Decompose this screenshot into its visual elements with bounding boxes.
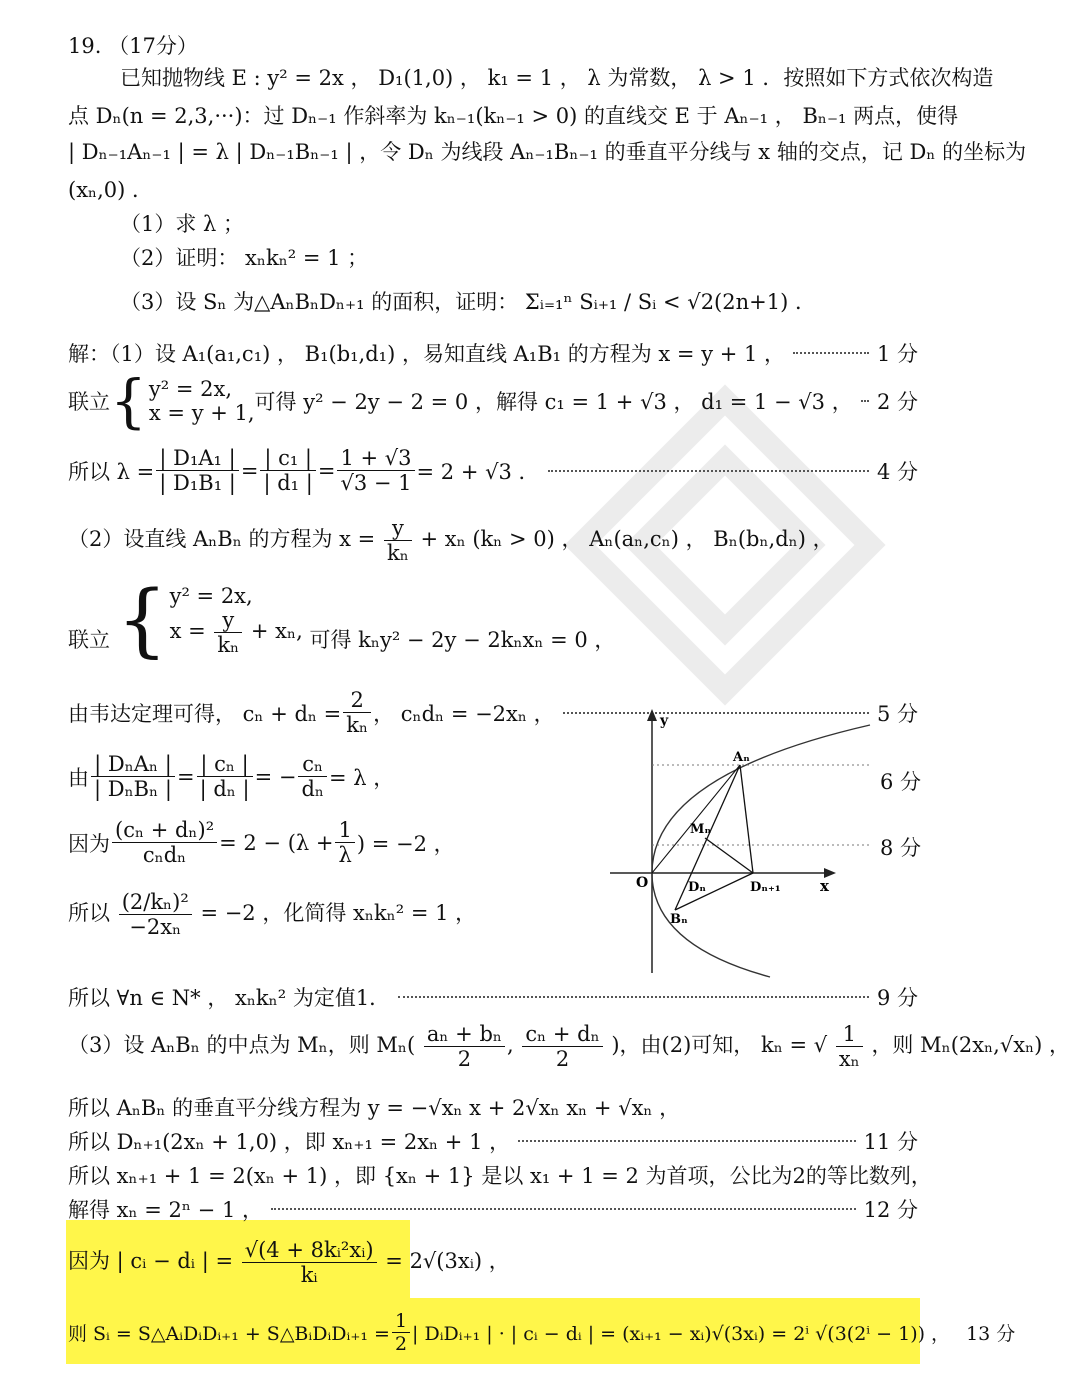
question-part-2: （2）证明： xₙkₙ² = 1 ； xyxy=(120,246,369,270)
score-8: 8 分 xyxy=(880,836,922,860)
solution-step-8: 因为 $\frac{\text{(cₙ + dₙ)²}}{\text{cₙdₙ}}$ = 2 − (λ + $\frac{1}{\lambda}$ ) = −2 ， xyxy=(68,818,455,867)
solution-step-2: 联立 { y² = 2x, x = y + 1, 可得 y² − 2y − 2 = 0 ，解得 c₁ = 1 + √3 ， d₁ = 1 − √3 ， 2 分 xyxy=(68,367,918,435)
solution-step-6: 由韦达定理可得， cₙ + dₙ = $\frac{2}{\text{kₙ}}$ ， cₙdₙ = −2xₙ ， 5 分 xyxy=(68,688,918,737)
score-label: 2 分 xyxy=(876,390,918,414)
question-number: 19. xyxy=(68,34,102,58)
label-Dn: Dₙ xyxy=(688,880,707,895)
label-y: y xyxy=(660,713,669,729)
label-Dn1: Dₙ₊₁ xyxy=(750,880,781,895)
solution-step-5: 联立 { y² = 2x, x = $\frac{y}{\text{kₙ}}$ + xₙ, 可得 kₙy² − 2y − 2kₙxₙ = 0 ， xyxy=(68,573,616,666)
stem-line-1: 已知抛物线 E : y² = 2x ， D₁(1,0) ， k₁ = 1 ， λ 为常数， λ > 1 ．按照如下方式依次构造 xyxy=(120,66,994,90)
stem-line-2: 点 Dₙ(n = 2,3,···)：过 Dₙ₋₁ 作斜率为 kₙ₋₁(kₙ₋₁ > 0) 的直线交 E 于 Aₙ₋₁ ， Bₙ₋₁ 两点，使得 xyxy=(68,104,959,128)
question-points: （17分） xyxy=(108,34,198,58)
score-label: 11 分 xyxy=(863,1130,918,1154)
solution-step-7: 由 $\frac{\text{| DₙAₙ |}}{\text{| DₙBₙ |}}$ = $\frac{\text{| cₙ |}}{\text{| dₙ |}}$ = − $\frac{\text{cₙ}}{\text{dₙ}}$ = λ ， xyxy=(68,752,395,801)
label-x: x xyxy=(820,877,829,895)
solution-step-13: 所以 Dₙ₊₁(2xₙ + 1,0) ，即 xₙ₊₁ = 2xₙ + 1 ， 11 分 xyxy=(68,1126,918,1156)
solution-step-17: 则 Sᵢ = S△AᵢDᵢDᵢ₊₁ + S△BᵢDᵢDᵢ₊₁ = $\frac{1}{2}$ | DᵢDᵢ₊₁ | · | cᵢ − dᵢ | = (xᵢ₊₁ − xᵢ)√(3xᵢ) = 2ⁱ √(3(2ⁱ − 1)) ， 13 分 xyxy=(68,1310,1016,1355)
segment-MnDn1 xyxy=(705,838,753,873)
segment-AnDn1 xyxy=(740,765,753,873)
solution-step-16: 因为 | cᵢ − dᵢ | = $\frac{\text{√(4 + 8kᵢ²xᵢ)}}{\text{kᵢ}}$ = 2√(3xᵢ) ， xyxy=(68,1238,510,1287)
score-6: 6 分 xyxy=(880,770,922,794)
solution-step-3: 所以 λ = $\frac{\text{| D₁A₁ |}}{\text{| D₁B₁ |}}$ = $\frac{\text{| c₁ |}}{\text{| d₁ |}}$ = $\frac{1 + √3}{√3 - 1}$ = 2 + √3 ． 4 分 xyxy=(68,446,918,495)
score-label: 4 分 xyxy=(876,459,918,484)
label-Bn: Bₙ xyxy=(670,912,688,927)
solution-step-4: （2）设直线 AₙBₙ 的方程为 x = $\frac{y}{\text{kₙ}}$ + xₙ (kₙ > 0) ， Aₙ(aₙ,cₙ) ， Bₙ(bₙ,dₙ) ， xyxy=(68,516,834,565)
question-part-1: （1）求 λ ； xyxy=(120,212,245,236)
solution-step-9: 所以 $\frac{\text{(2/kₙ)²}}{\text{−2xₙ}}$ = −2 ，化简得 xₙkₙ² = 1 ， xyxy=(68,890,477,939)
score-label: 1 分 xyxy=(876,342,918,366)
score-label: 13 分 xyxy=(966,1323,1016,1345)
y-axis-arrow xyxy=(647,709,657,721)
solution-step-1: 解：（1）设 A₁(a₁,c₁) ， B₁(b₁,d₁) ，易知直线 A₁B₁ 的方程为 x = y + 1 ， 1 分 xyxy=(68,338,918,368)
label-origin: O xyxy=(636,875,649,891)
question-part-3: （3）设 Sₙ 为△AₙBₙDₙ₊₁ 的面积，证明： Σᵢ₌₁ⁿ Sᵢ₊₁ / Sᵢ < √2(2n+1) ． xyxy=(120,290,816,314)
score-label: 5 分 xyxy=(876,701,918,726)
solution-step-14: 所以 xₙ₊₁ + 1 = 2(xₙ + 1) ，即 {xₙ + 1} 是以 x₁ + 1 = 2 为首项，公比为2的等比数列， xyxy=(68,1164,932,1188)
segment-BnDn1 xyxy=(675,873,753,910)
score-label: 12 分 xyxy=(863,1198,918,1222)
parabola-curve xyxy=(652,725,870,977)
solution-step-15: 解得 xₙ = 2ⁿ − 1 ， 12 分 xyxy=(68,1194,918,1224)
segment-OAn xyxy=(652,765,740,873)
solution-step-11: （3）设 AₙBₙ 的中点为 Mₙ，则 Mₙ( $\frac{\text{aₙ + bₙ}}{2}$ , $\frac{\text{cₙ + dₙ}}{2}$ )，由(2)可知， kₙ = √ $\frac{1}{\text{xₙ}}$ ，则 Mₙ(2xₙ,√xₙ) ， xyxy=(68,1022,1070,1071)
solution-step-10: 所以 ∀n ∈ N* ， xₙkₙ² 为定值1． 9 分 xyxy=(68,982,918,1012)
label-Mn: Mₙ xyxy=(690,822,712,837)
stem-line-4: (xₙ,0) ． xyxy=(68,178,154,202)
parabola-figure xyxy=(600,705,870,985)
solution-step-12: 所以 AₙBₙ 的垂直平分线方程为 y = −√xₙ x + 2√xₙ xₙ + √xₙ ， xyxy=(68,1096,681,1120)
question-header xyxy=(68,30,925,60)
label-An: Aₙ xyxy=(733,750,750,765)
score-label: 9 分 xyxy=(876,986,918,1010)
stem-line-3: | Dₙ₋₁Aₙ₋₁ | = λ | Dₙ₋₁Bₙ₋₁ | ，令 Dₙ 为线段 Aₙ₋₁Bₙ₋₁ 的垂直平分线与 x 轴的交点，记 Dₙ 的坐标为 xyxy=(68,140,1027,164)
